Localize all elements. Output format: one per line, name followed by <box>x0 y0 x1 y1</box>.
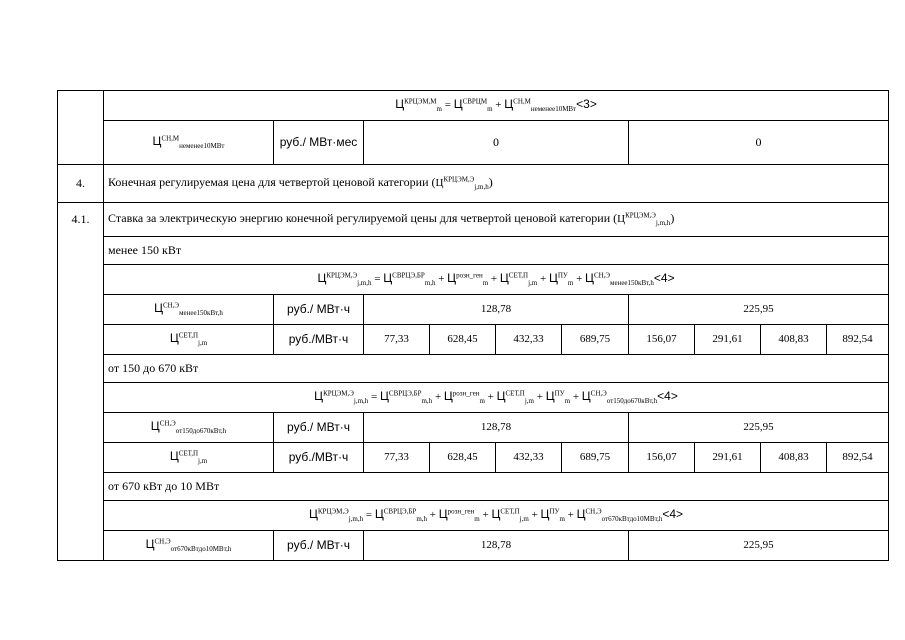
tariff-table <box>57 90 889 561</box>
power-unit: руб./ МВт·мес <box>274 121 364 165</box>
set-value: 628,45 <box>430 443 496 473</box>
power-symbol: $Ц^{СН,М}_{неменее10МВт}$ <box>104 121 274 165</box>
set-row <box>58 325 889 355</box>
group-formula-row <box>58 265 889 295</box>
set-value: 432,33 <box>496 325 562 355</box>
sn-symbol: $Ц^{СН,Э}_{менее150кВт,h}$ <box>104 295 274 325</box>
blank-number-cell <box>58 91 104 165</box>
item-41-row <box>58 203 889 237</box>
group-title: от 670 кВт до 10 МВт <box>104 473 889 501</box>
item-41-text: Ставка за электрическую энергию конечной регулируемой цены для четвертой ценовой категории $(Ц^{КРЦЭМ,Э}_{j,m,h})$ <box>104 203 889 237</box>
set-unit: руб./МВт·ч <box>274 443 364 473</box>
set-value: 689,75 <box>562 443 629 473</box>
item-4-row <box>58 165 889 203</box>
sn-row <box>58 531 889 561</box>
sn-symbol: $Ц^{СН,Э}_{от670кВтдо10МВт,h}$ <box>104 531 274 561</box>
set-symbol: $Ц^{СЕТ,П}_{j,m}$ <box>104 443 274 473</box>
power-value-b: 0 <box>629 121 889 165</box>
set-row <box>58 443 889 473</box>
group-title: менее 150 кВт <box>104 237 889 265</box>
group-formula: $Ц^{КРЦЭМ,Э}_{j,m,h} = Ц^{СВРЦЭ,БР}_{m,h} + Ц^{розн\_ген}_m + Ц^{СЕТ,П}_{j,m} + Ц^{ПУ}_m + Ц^{СН,Э}_{от150до670кВт,h}<4>$ <box>104 383 889 413</box>
set-value: 432,33 <box>496 443 562 473</box>
sn-value-b: 225,95 <box>629 413 889 443</box>
set-value: 892,54 <box>827 443 889 473</box>
sn-unit: руб./ МВт·ч <box>274 413 364 443</box>
set-value: 408,83 <box>761 325 827 355</box>
sn-symbol: $Ц^{СН,Э}_{от150до670кВт,h}$ <box>104 413 274 443</box>
formula-row <box>58 91 889 121</box>
set-value: 291,61 <box>695 443 761 473</box>
sn-row <box>58 295 889 325</box>
power-value-a: 0 <box>364 121 629 165</box>
item-number: 4.1. <box>58 203 104 561</box>
item-number: 4. <box>58 165 104 203</box>
set-value: 156,07 <box>629 325 695 355</box>
group-formula: $Ц^{КРЦЭМ,Э}_{j,m,h} = Ц^{СВРЦЭ,БР}_{m,h} + Ц^{розн\_ген}_m + Ц^{СЕТ,П}_{j,m} + Ц^{ПУ}_m + Ц^{СН,Э}_{от670кВтдо10МВт,h}<4>$ <box>104 501 889 531</box>
sn-value-a: 128,78 <box>364 295 629 325</box>
set-value: 892,54 <box>827 325 889 355</box>
set-value: 628,45 <box>430 325 496 355</box>
sn-value-a: 128,78 <box>364 413 629 443</box>
set-value: 77,33 <box>364 443 430 473</box>
sn-value-b: 225,95 <box>629 531 889 561</box>
group-title-row <box>58 355 889 383</box>
set-symbol: $Ц^{СЕТ,П}_{j,m}$ <box>104 325 274 355</box>
set-unit: руб./МВт·ч <box>274 325 364 355</box>
set-value: 291,61 <box>695 325 761 355</box>
group-formula: $Ц^{КРЦЭМ,Э}_{j,m,h} = Ц^{СВРЦЭ,БР}_{m,h} + Ц^{розн\_ген}_m + Ц^{СЕТ,П}_{j,m} + Ц^{ПУ}_m + Ц^{СН,Э}_{менее150кВт,h}<4>$ <box>104 265 889 295</box>
set-value: 156,07 <box>629 443 695 473</box>
group-formula-row <box>58 501 889 531</box>
group-title-row <box>58 237 889 265</box>
group-title-row <box>58 473 889 501</box>
sn-unit: руб./ МВт·ч <box>274 531 364 561</box>
item-4-text: Конечная регулируемая цена для четвертой ценовой категории $(Ц^{КРЦЭМ,Э}_{j,m,h})$ <box>104 165 889 203</box>
formula-3: $Ц^{КРЦЭМ,М}_m = Ц^{СВРЦМ}_m + Ц^{СН,М}_{неменее10МВт}<3>$ <box>104 91 889 121</box>
sn-value-a: 128,78 <box>364 531 629 561</box>
sn-row <box>58 413 889 443</box>
set-value: 77,33 <box>364 325 430 355</box>
power-row <box>58 121 889 165</box>
group-title: от 150 до 670 кВт <box>104 355 889 383</box>
sn-value-b: 225,95 <box>629 295 889 325</box>
set-value: 408,83 <box>761 443 827 473</box>
group-formula-row <box>58 383 889 413</box>
set-value: 689,75 <box>562 325 629 355</box>
sn-unit: руб./ МВт·ч <box>274 295 364 325</box>
